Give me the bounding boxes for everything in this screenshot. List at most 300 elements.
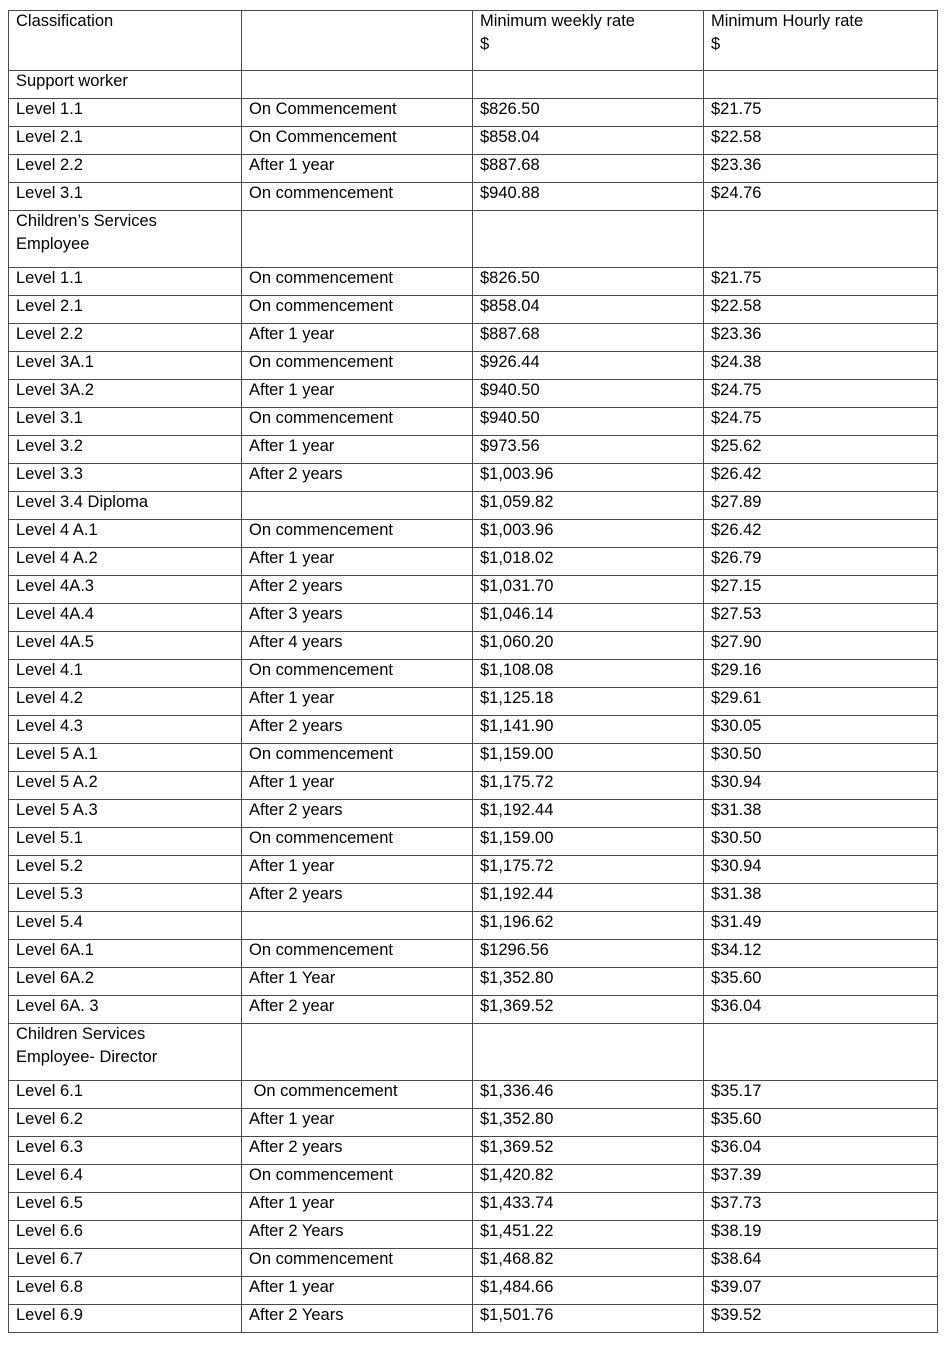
cell-weekly-rate xyxy=(473,155,704,183)
cell-weekly-rate xyxy=(473,1277,704,1305)
cell-hourly-rate xyxy=(704,324,938,352)
group-header-row xyxy=(9,71,938,99)
cell-weekly-rate-text: $1,031.70 xyxy=(480,577,554,595)
cell-weekly-rate xyxy=(473,688,704,716)
cell-classification xyxy=(9,1305,242,1333)
cell-hourly-rate-text: $34.12 xyxy=(711,941,762,959)
cell-weekly-rate-text: $1,175.72 xyxy=(480,773,554,791)
cell-hourly-rate xyxy=(704,772,938,800)
cell-classification-text: Level 4 A.1 xyxy=(16,521,98,539)
cell-classification-text: Level 5.1 xyxy=(16,829,83,847)
cell-classification xyxy=(9,1081,242,1109)
table-row xyxy=(9,268,938,296)
cell-step xyxy=(242,380,473,408)
cell-classification-text: Level 3.3 xyxy=(16,465,83,483)
cell-hourly-rate-text: $38.64 xyxy=(711,1250,762,1268)
cell-classification-text: Level 6A. 3 xyxy=(16,997,99,1015)
cell-hourly-rate-text: $31.49 xyxy=(711,913,762,931)
table-row xyxy=(9,1277,938,1305)
cell-hourly-rate-text: $37.39 xyxy=(711,1166,762,1184)
cell-classification xyxy=(9,408,242,436)
cell-weekly-rate-text: $1,352.80 xyxy=(480,1110,554,1128)
cell-weekly-rate xyxy=(473,968,704,996)
cell-step-text: On commencement xyxy=(249,941,393,959)
cell-hourly-rate xyxy=(704,548,938,576)
table-row xyxy=(9,520,938,548)
group-empty-step-cell xyxy=(242,71,473,99)
cell-step-text: After 2 years xyxy=(249,465,343,483)
cell-step-text: After 1 year xyxy=(249,437,335,455)
cell-classification-text: Level 4 A.2 xyxy=(16,549,98,567)
cell-classification-text: Level 6.5 xyxy=(16,1194,83,1212)
cell-classification xyxy=(9,1109,242,1137)
cell-weekly-rate xyxy=(473,1165,704,1193)
table-row xyxy=(9,968,938,996)
table-row xyxy=(9,688,938,716)
cell-weekly-rate xyxy=(473,632,704,660)
cell-weekly-rate xyxy=(473,492,704,520)
cell-classification xyxy=(9,380,242,408)
cell-step xyxy=(242,884,473,912)
cell-weekly-rate xyxy=(473,856,704,884)
cell-step xyxy=(242,155,473,183)
cell-hourly-rate-text: $38.19 xyxy=(711,1222,762,1240)
table-row xyxy=(9,1249,938,1277)
cell-weekly-rate-text: $1,046.14 xyxy=(480,605,554,623)
cell-hourly-rate xyxy=(704,436,938,464)
cell-hourly-rate xyxy=(704,380,938,408)
cell-classification xyxy=(9,744,242,772)
cell-hourly-rate-text: $23.36 xyxy=(711,156,762,174)
table-row xyxy=(9,324,938,352)
cell-classification xyxy=(9,436,242,464)
cell-step-text: After 2 years xyxy=(249,577,343,595)
cell-hourly-rate-text: $29.61 xyxy=(711,689,762,707)
table-row xyxy=(9,1221,938,1249)
group-empty-step-cell xyxy=(242,211,473,268)
cell-step xyxy=(242,604,473,632)
cell-weekly-rate-text: $1,336.46 xyxy=(480,1082,554,1100)
cell-classification-text: Level 4.1 xyxy=(16,661,83,679)
cell-classification-text: Level 2.1 xyxy=(16,128,83,146)
cell-classification xyxy=(9,1137,242,1165)
cell-classification xyxy=(9,828,242,856)
cell-hourly-rate-text: $24.76 xyxy=(711,184,762,202)
cell-classification xyxy=(9,1277,242,1305)
cell-step-text: On commencement xyxy=(249,297,393,315)
cell-hourly-rate-text: $35.60 xyxy=(711,1110,762,1128)
cell-classification-text: Level 6.3 xyxy=(16,1138,83,1156)
cell-weekly-rate xyxy=(473,744,704,772)
table-row xyxy=(9,884,938,912)
cell-step-text: After 1 year xyxy=(249,689,335,707)
table-row xyxy=(9,464,938,492)
cell-step-text: On Commencement xyxy=(249,128,397,146)
cell-step-text: On commencement xyxy=(249,184,393,202)
cell-step-text: On commencement xyxy=(249,521,393,539)
cell-step-text: On Commencement xyxy=(249,100,397,118)
table-row xyxy=(9,604,938,632)
cell-step xyxy=(242,520,473,548)
cell-classification xyxy=(9,1221,242,1249)
cell-weekly-rate-text: $1,159.00 xyxy=(480,829,554,847)
cell-classification-text: Level 5.2 xyxy=(16,857,83,875)
cell-hourly-rate xyxy=(704,1305,938,1333)
cell-hourly-rate xyxy=(704,464,938,492)
cell-classification-text: Level 6.2 xyxy=(16,1110,83,1128)
table-row xyxy=(9,1165,938,1193)
cell-hourly-rate xyxy=(704,268,938,296)
cell-weekly-rate xyxy=(473,296,704,324)
cell-classification-text: Level 1.1 xyxy=(16,269,83,287)
cell-hourly-rate-text: $30.94 xyxy=(711,857,762,875)
cell-weekly-rate xyxy=(473,520,704,548)
cell-weekly-rate xyxy=(473,1193,704,1221)
cell-classification-text: Level 5 A.3 xyxy=(16,801,98,819)
cell-weekly-rate-text: $1,108.08 xyxy=(480,661,554,679)
table-row xyxy=(9,744,938,772)
cell-step xyxy=(242,1221,473,1249)
cell-weekly-rate xyxy=(473,408,704,436)
cell-weekly-rate-text: $1,468.82 xyxy=(480,1250,554,1268)
cell-hourly-rate xyxy=(704,1137,938,1165)
cell-weekly-rate-text: $826.50 xyxy=(480,269,540,287)
cell-classification xyxy=(9,324,242,352)
cell-classification xyxy=(9,1165,242,1193)
cell-step-text: On commencement xyxy=(249,745,393,763)
cell-classification-text: Level 1.1 xyxy=(16,100,83,118)
cell-hourly-rate-text: $23.36 xyxy=(711,325,762,343)
cell-weekly-rate xyxy=(473,912,704,940)
cell-step-text: After 1 Year xyxy=(249,969,336,987)
cell-weekly-rate xyxy=(473,99,704,127)
table-row xyxy=(9,1081,938,1109)
header-weekly-rate-label: Minimum weekly rate xyxy=(480,12,635,30)
cell-hourly-rate-text: $36.04 xyxy=(711,997,762,1015)
cell-classification xyxy=(9,632,242,660)
table-row xyxy=(9,492,938,520)
group-title-line-1: Support worker xyxy=(16,72,128,90)
cell-classification-text: Level 6.4 xyxy=(16,1166,83,1184)
cell-weekly-rate-text: $940.88 xyxy=(480,184,540,202)
group-header-row xyxy=(9,211,938,268)
cell-step xyxy=(242,856,473,884)
cell-classification-text: Level 2.2 xyxy=(16,156,83,174)
cell-classification-text: Level 4A.3 xyxy=(16,577,94,595)
cell-hourly-rate-text: $26.42 xyxy=(711,465,762,483)
cell-step-text: On commencement xyxy=(249,353,393,371)
cell-classification-text: Level 6.6 xyxy=(16,1222,83,1240)
cell-hourly-rate xyxy=(704,856,938,884)
cell-step-text: After 2 years xyxy=(249,717,343,735)
cell-hourly-rate-text: $30.50 xyxy=(711,745,762,763)
cell-weekly-rate xyxy=(473,1109,704,1137)
cell-weekly-rate-text: $858.04 xyxy=(480,297,540,315)
cell-classification-text: Level 3.1 xyxy=(16,184,83,202)
cell-weekly-rate xyxy=(473,772,704,800)
cell-weekly-rate-text: $1,125.18 xyxy=(480,689,554,707)
cell-hourly-rate-text: $22.58 xyxy=(711,297,762,315)
cell-step-text: After 1 year xyxy=(249,325,335,343)
cell-classification xyxy=(9,772,242,800)
cell-step xyxy=(242,352,473,380)
cell-step xyxy=(242,127,473,155)
cell-classification xyxy=(9,268,242,296)
cell-hourly-rate xyxy=(704,996,938,1024)
header-cell-classification xyxy=(9,11,242,71)
cell-classification-text: Level 6.9 xyxy=(16,1306,83,1324)
cell-step xyxy=(242,436,473,464)
table-row xyxy=(9,716,938,744)
cell-classification xyxy=(9,548,242,576)
table-row xyxy=(9,352,938,380)
cell-weekly-rate-text: $1,059.82 xyxy=(480,493,554,511)
cell-classification xyxy=(9,968,242,996)
cell-weekly-rate-text: $1296.56 xyxy=(480,941,549,959)
table-row xyxy=(9,828,938,856)
cell-step xyxy=(242,1305,473,1333)
group-empty-step-cell xyxy=(242,1024,473,1081)
cell-step-text: After 1 year xyxy=(249,156,335,174)
table-row xyxy=(9,856,938,884)
cell-hourly-rate xyxy=(704,408,938,436)
cell-weekly-rate-text: $1,196.62 xyxy=(480,913,554,931)
cell-step xyxy=(242,183,473,211)
cell-weekly-rate-text: $1,003.96 xyxy=(480,521,554,539)
cell-hourly-rate-text: $35.17 xyxy=(711,1082,762,1100)
cell-step xyxy=(242,940,473,968)
cell-hourly-rate-text: $39.52 xyxy=(711,1306,762,1324)
cell-weekly-rate-text: $1,159.00 xyxy=(480,745,554,763)
cell-hourly-rate xyxy=(704,492,938,520)
cell-weekly-rate xyxy=(473,716,704,744)
cell-hourly-rate xyxy=(704,1165,938,1193)
cell-hourly-rate-text: $30.05 xyxy=(711,717,762,735)
table-row xyxy=(9,296,938,324)
cell-hourly-rate xyxy=(704,968,938,996)
cell-weekly-rate-text: $1,192.44 xyxy=(480,885,554,903)
cell-classification xyxy=(9,856,242,884)
cell-step xyxy=(242,1249,473,1277)
cell-classification xyxy=(9,352,242,380)
cell-step-text: After 2 years xyxy=(249,885,343,903)
cell-weekly-rate xyxy=(473,464,704,492)
cell-step xyxy=(242,492,473,520)
cell-weekly-rate-text: $826.50 xyxy=(480,100,540,118)
cell-weekly-rate-text: $926.44 xyxy=(480,353,540,371)
cell-classification xyxy=(9,688,242,716)
cell-hourly-rate xyxy=(704,828,938,856)
cell-classification-text: Level 5 A.1 xyxy=(16,745,98,763)
table-row xyxy=(9,155,938,183)
cell-step xyxy=(242,268,473,296)
table-row xyxy=(9,772,938,800)
cell-step xyxy=(242,464,473,492)
cell-hourly-rate-text: $39.07 xyxy=(711,1278,762,1296)
cell-hourly-rate-text: $31.38 xyxy=(711,885,762,903)
cell-weekly-rate-text: $1,018.02 xyxy=(480,549,554,567)
cell-step-text: On commencement xyxy=(249,1166,393,1184)
cell-step xyxy=(242,1081,473,1109)
cell-step-text: After 1 year xyxy=(249,1278,335,1296)
group-title-line-2: Employee- Director xyxy=(16,1048,158,1067)
cell-classification-text: Level 4A.4 xyxy=(16,605,94,623)
cell-weekly-rate-text: $887.68 xyxy=(480,156,540,174)
cell-weekly-rate xyxy=(473,380,704,408)
table-row xyxy=(9,576,938,604)
header-weekly-rate-currency: $ xyxy=(480,35,490,54)
pay-rates-table xyxy=(8,10,938,1333)
cell-classification xyxy=(9,996,242,1024)
cell-hourly-rate xyxy=(704,99,938,127)
cell-step xyxy=(242,1193,473,1221)
cell-step xyxy=(242,716,473,744)
table-row xyxy=(9,940,938,968)
cell-step-text: On commencement xyxy=(249,829,393,847)
cell-step xyxy=(242,1109,473,1137)
cell-weekly-rate-text: $1,433.74 xyxy=(480,1194,554,1212)
cell-classification xyxy=(9,1249,242,1277)
cell-weekly-rate xyxy=(473,884,704,912)
cell-step-text: After 1 year xyxy=(249,1194,335,1212)
table-row xyxy=(9,1305,938,1333)
cell-weekly-rate xyxy=(473,1221,704,1249)
cell-classification-text: Level 4.3 xyxy=(16,717,83,735)
cell-hourly-rate-text: $25.62 xyxy=(711,437,762,455)
cell-step xyxy=(242,688,473,716)
cell-weekly-rate xyxy=(473,548,704,576)
cell-weekly-rate xyxy=(473,1081,704,1109)
cell-step-text: After 2 years xyxy=(249,1138,343,1156)
cell-classification xyxy=(9,604,242,632)
cell-classification-text: Level 4.2 xyxy=(16,689,83,707)
cell-hourly-rate xyxy=(704,716,938,744)
cell-step-text: On commencement xyxy=(249,1082,398,1100)
cell-weekly-rate-text: $973.56 xyxy=(480,437,540,455)
cell-classification-text: Level 4A.5 xyxy=(16,633,94,651)
header-cell-step xyxy=(242,11,473,71)
cell-classification-text: Level 3.1 xyxy=(16,409,83,427)
header-hourly-rate-label: Minimum Hourly rate xyxy=(711,12,864,30)
cell-weekly-rate-text: $940.50 xyxy=(480,409,540,427)
cell-step-text: After 2 Years xyxy=(249,1306,344,1324)
cell-classification xyxy=(9,155,242,183)
table-row xyxy=(9,1193,938,1221)
table-row xyxy=(9,183,938,211)
cell-classification-text: Level 3A.2 xyxy=(16,381,94,399)
cell-classification xyxy=(9,99,242,127)
table-row xyxy=(9,548,938,576)
group-title-line-2: Employee xyxy=(16,235,90,254)
cell-hourly-rate-text: $24.75 xyxy=(711,381,762,399)
cell-hourly-rate-text: $24.75 xyxy=(711,409,762,427)
cell-hourly-rate xyxy=(704,1081,938,1109)
cell-weekly-rate xyxy=(473,660,704,688)
group-title-cell xyxy=(9,211,242,268)
table-row xyxy=(9,408,938,436)
cell-weekly-rate-text: $1,369.52 xyxy=(480,1138,554,1156)
group-title-line-1: Children Services xyxy=(16,1025,146,1043)
cell-hourly-rate xyxy=(704,576,938,604)
table-row xyxy=(9,99,938,127)
group-title-cell xyxy=(9,1024,242,1081)
cell-step xyxy=(242,576,473,604)
cell-weekly-rate xyxy=(473,828,704,856)
cell-classification xyxy=(9,884,242,912)
cell-weekly-rate-text: $1,369.52 xyxy=(480,997,554,1015)
cell-step-text: After 1 year xyxy=(249,1110,335,1128)
cell-classification xyxy=(9,940,242,968)
cell-classification-text: Level 6.7 xyxy=(16,1250,83,1268)
table-header-row xyxy=(9,11,938,71)
cell-step-text: On commencement xyxy=(249,269,393,287)
cell-classification-text: Level 6.1 xyxy=(16,1082,83,1100)
cell-hourly-rate xyxy=(704,884,938,912)
cell-classification xyxy=(9,1193,242,1221)
cell-step-text: After 2 year xyxy=(249,997,335,1015)
group-empty-hourly-cell xyxy=(704,71,938,99)
cell-step-text: After 2 years xyxy=(249,801,343,819)
cell-hourly-rate-text: $27.89 xyxy=(711,493,762,511)
table-row xyxy=(9,127,938,155)
cell-classification xyxy=(9,660,242,688)
cell-weekly-rate xyxy=(473,127,704,155)
group-empty-weekly-cell xyxy=(473,71,704,99)
cell-hourly-rate-text: $27.90 xyxy=(711,633,762,651)
table-row xyxy=(9,912,938,940)
cell-step xyxy=(242,996,473,1024)
table-row xyxy=(9,436,938,464)
cell-hourly-rate-text: $24.38 xyxy=(711,353,762,371)
cell-step-text: After 4 years xyxy=(249,633,343,651)
cell-hourly-rate-text: $35.60 xyxy=(711,969,762,987)
cell-hourly-rate xyxy=(704,296,938,324)
cell-classification-text: Level 3.2 xyxy=(16,437,83,455)
cell-step xyxy=(242,548,473,576)
group-empty-hourly-cell xyxy=(704,1024,938,1081)
cell-weekly-rate xyxy=(473,940,704,968)
table-row xyxy=(9,800,938,828)
cell-hourly-rate xyxy=(704,1221,938,1249)
group-header-row xyxy=(9,1024,938,1081)
cell-step xyxy=(242,828,473,856)
cell-step xyxy=(242,632,473,660)
cell-hourly-rate xyxy=(704,688,938,716)
cell-classification xyxy=(9,464,242,492)
cell-hourly-rate xyxy=(704,660,938,688)
cell-hourly-rate xyxy=(704,127,938,155)
cell-hourly-rate xyxy=(704,1193,938,1221)
cell-step xyxy=(242,1165,473,1193)
cell-classification-text: Level 6.8 xyxy=(16,1278,83,1296)
group-empty-weekly-cell xyxy=(473,211,704,268)
cell-classification-text: Level 5.4 xyxy=(16,913,83,931)
cell-hourly-rate-text: $31.38 xyxy=(711,801,762,819)
cell-weekly-rate xyxy=(473,576,704,604)
group-empty-weekly-cell xyxy=(473,1024,704,1081)
cell-classification-text: Level 3A.1 xyxy=(16,353,94,371)
cell-weekly-rate xyxy=(473,1137,704,1165)
cell-hourly-rate-text: $26.42 xyxy=(711,521,762,539)
cell-step xyxy=(242,968,473,996)
cell-weekly-rate xyxy=(473,183,704,211)
cell-step-text: On commencement xyxy=(249,409,393,427)
cell-weekly-rate xyxy=(473,800,704,828)
cell-hourly-rate-text: $27.53 xyxy=(711,605,762,623)
cell-step xyxy=(242,744,473,772)
cell-step xyxy=(242,772,473,800)
cell-classification xyxy=(9,800,242,828)
